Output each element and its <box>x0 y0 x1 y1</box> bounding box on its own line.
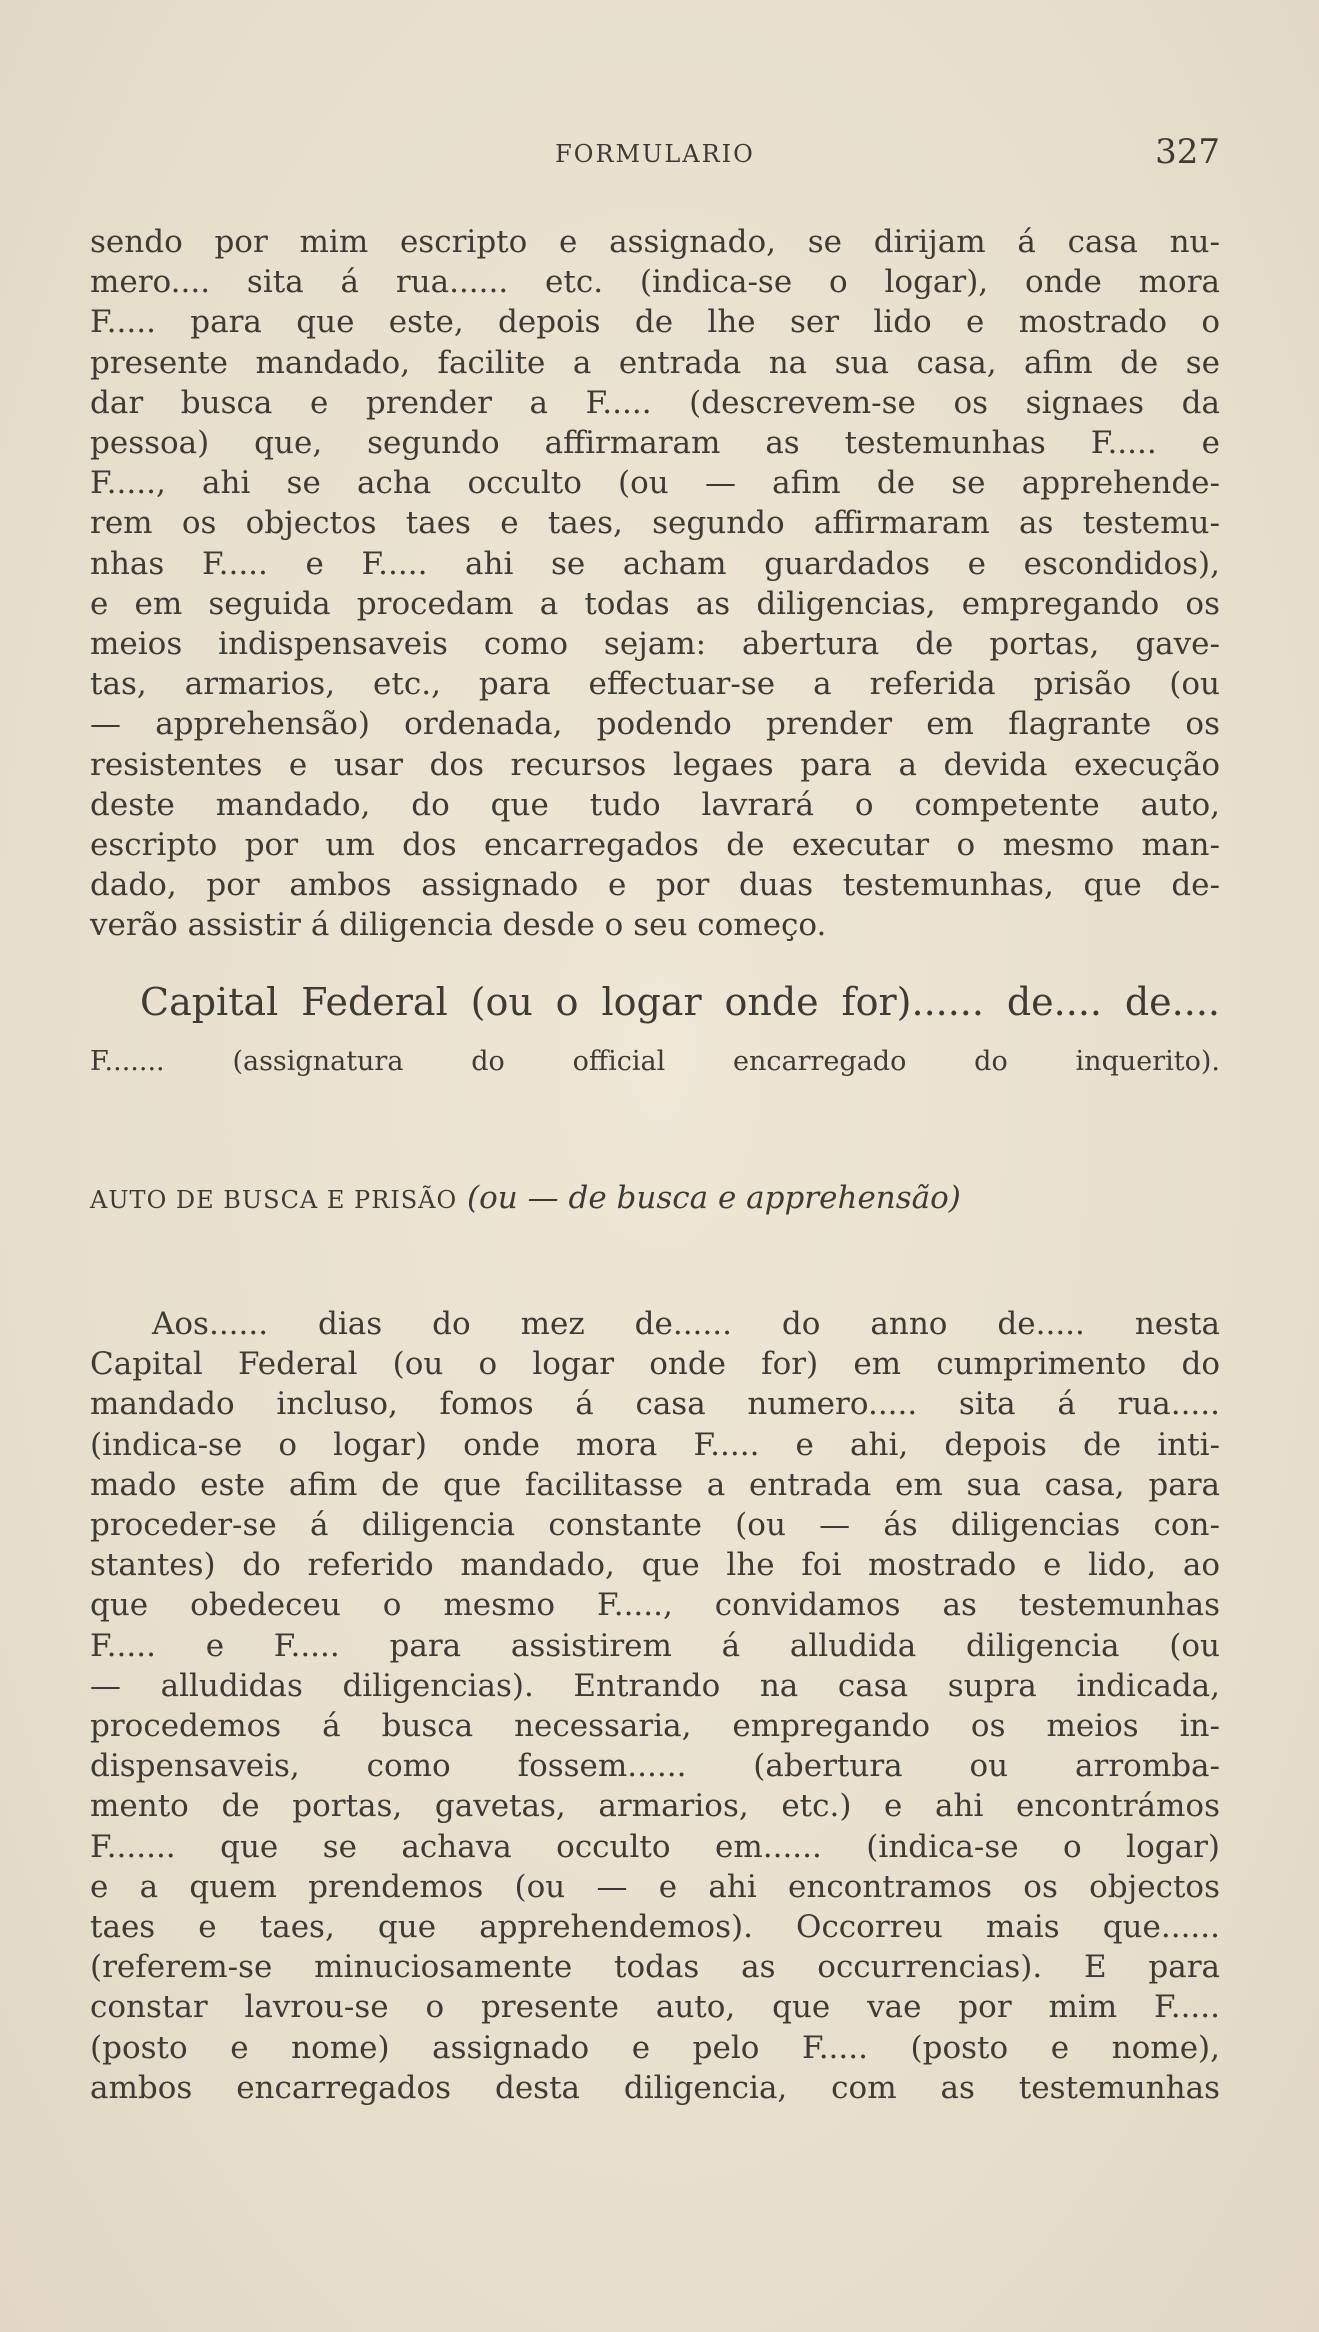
text-line: stantes) do referido mandado, que lhe foi mostrado e lido, ao <box>90 1547 1220 1584</box>
section-heading-italic: (ou — de busca e apprehensão) <box>467 1180 961 1216</box>
text-line: mero.... sita á rua...... etc. (indica-se o logar), onde mora <box>90 264 1220 301</box>
text-line: constar lavrou-se o presente auto, que vae por mim F..... <box>90 1989 1220 2026</box>
text-line: F..... para que este, depois de lhe ser lido e mostrado o <box>90 304 1220 341</box>
signature-line: F....... (assignatura do official encarregado do inquerito). <box>90 1046 1220 1077</box>
text-line: e em seguida procedam a todas as diligencias, empregando os <box>90 585 1220 622</box>
text-line: Capital Federal (ou o logar onde for) em cumprimento do <box>90 1346 1220 1383</box>
text-line: verão assistir á diligencia desde o seu começo. <box>90 907 827 944</box>
text-line: proceder-se á diligencia constante (ou — ás diligencias con- <box>90 1507 1220 1544</box>
section-heading-smallcaps: AUTO DE BUSCA E PRISÃO <box>90 1186 458 1214</box>
text-line: que obedeceu o mesmo F....., convidamos as testemunhas <box>90 1587 1220 1624</box>
text-line: F..... e F..... para assistirem á alludida diligencia (ou <box>90 1627 1220 1664</box>
text-line: — alludidas diligencias). Entrando na casa supra indicada, <box>90 1667 1220 1704</box>
text-line: (indica-se o logar) onde mora F..... e ahi, depois de inti- <box>90 1426 1220 1463</box>
text-line: pessoa) que, segundo affirmaram as testemunhas F..... e <box>90 425 1220 462</box>
text-line: mento de portas, gavetas, armarios, etc.) e ahi encontrámos <box>90 1788 1220 1825</box>
text-line: dar busca e prender a F..... (descrevem-se os signaes da <box>90 384 1220 421</box>
text-line: meios indispensaveis como sejam: abertura de portas, gave- <box>90 626 1220 663</box>
text-line: Aos...... dias do mez de...... do anno de..... nesta <box>152 1306 1220 1342</box>
text-line: e a quem prendemos (ou — e ahi encontramos os objectos <box>90 1868 1220 1905</box>
text-line: ambos encarregados desta diligencia, com as testemunhas <box>90 2069 1220 2106</box>
paragraph-mandado <box>90 222 1220 946</box>
text-line: (referem-se minuciosamente todas as occurrencias). E para <box>90 1949 1220 1986</box>
page-number: 327 <box>1155 132 1220 172</box>
paragraph-auto <box>90 1304 1220 2108</box>
text-line: escripto por um dos encarregados de executar o mesmo man- <box>90 827 1220 864</box>
text-line: sendo por mim escripto e assignado, se dirijam á casa nu- <box>90 224 1220 260</box>
text-line: resistentes e usar dos recursos legaes para a devida execução <box>90 746 1220 783</box>
text-line: F....., ahi se acha occulto (ou — afim de se apprehende- <box>90 465 1220 502</box>
text-line: rem os objectos taes e taes, segundo affirmaram as testemu- <box>90 505 1220 542</box>
text-line: (posto e nome) assignado e pelo F..... (posto e nome), <box>90 2029 1220 2066</box>
running-title: FORMULARIO <box>555 140 755 168</box>
text-line: mandado incluso, fomos á casa numero..... sita á rua..... <box>90 1386 1220 1423</box>
text-line: dado, por ambos assignado e por duas testemunhas, que de- <box>90 867 1220 904</box>
text-line: dispensaveis, como fossem...... (abertura ou arromba- <box>90 1748 1220 1785</box>
text-line: deste mandado, do que tudo lavrará o competente auto, <box>90 786 1220 823</box>
text-line: presente mandado, facilite a entrada na sua casa, afim de se <box>90 344 1220 381</box>
text-line: tas, armarios, etc., para effectuar-se a referida prisão (ou <box>90 666 1220 703</box>
text-line: F....... que se achava occulto em...... (indica-se o logar) <box>90 1828 1220 1865</box>
text-line: procedemos á busca necessaria, empregando os meios in- <box>90 1708 1220 1745</box>
text-line: mado este afim de que facilitasse a entrada em sua casa, para <box>90 1466 1220 1503</box>
place-date-line: Capital Federal (ou o logar onde for)...... de.... de.... <box>140 980 1220 1024</box>
text-line: nhas F..... e F..... ahi se acham guardados e escondidos), <box>90 545 1220 582</box>
text-line: taes e taes, que apprehendemos). Occorreu mais que...... <box>90 1909 1220 1946</box>
page-header <box>90 132 1220 182</box>
section-heading <box>90 1180 1170 1216</box>
text-line: — apprehensão) ordenada, podendo prender em flagrante os <box>90 706 1220 743</box>
